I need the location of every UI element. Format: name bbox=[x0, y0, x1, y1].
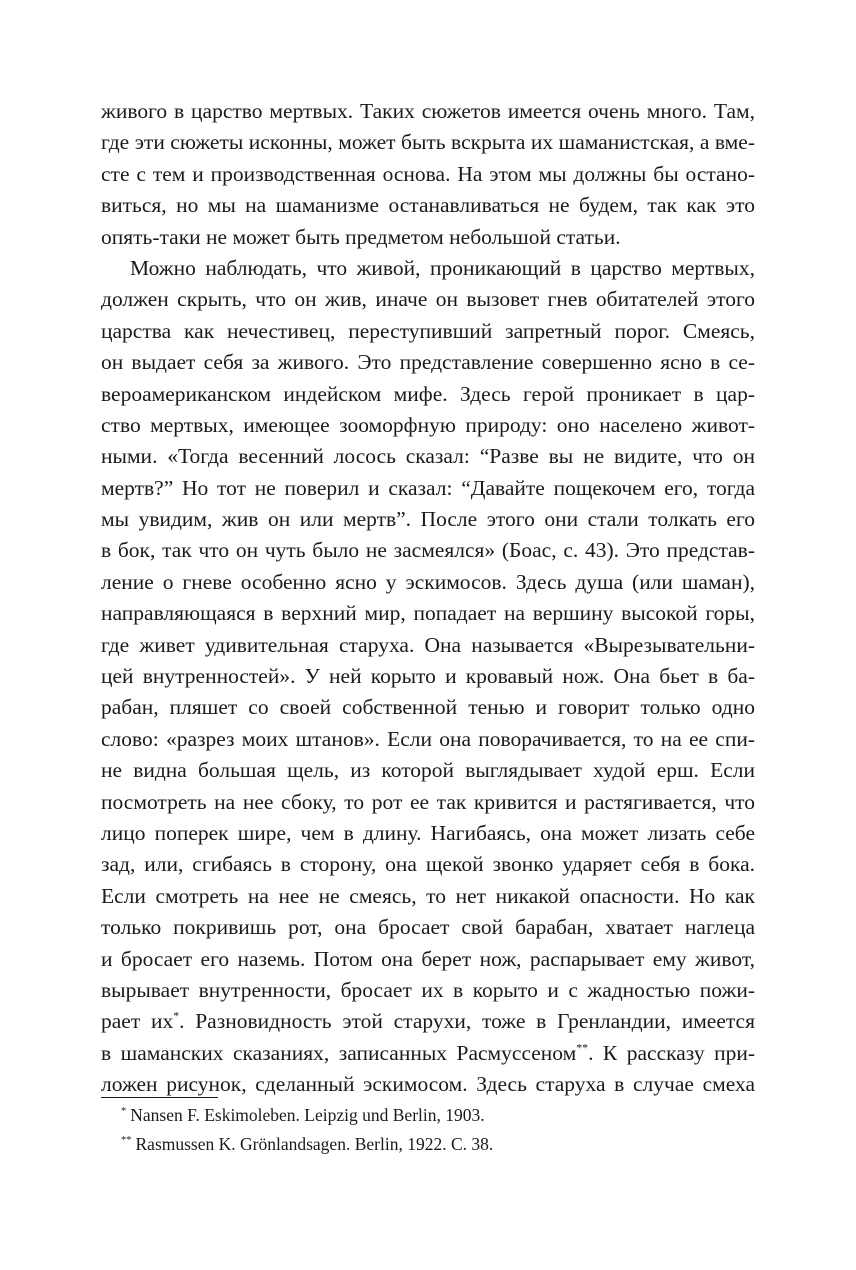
footnote-text: Rasmussen K. Grönlandsagen. Berlin, 1922. C. 38. bbox=[135, 1134, 494, 1154]
footnote-separator bbox=[101, 1097, 218, 1098]
footnote-ref-1[interactable]: * bbox=[173, 1009, 180, 1024]
text-line: и бросает его наземь. Потом она берет нож, распарывает ему живот, bbox=[101, 946, 755, 971]
text-line: он выдает себя за живого. Это представление совершенно ясно в се- bbox=[101, 350, 755, 375]
text-line: должен скрыть, что он жив, иначе он вызовет гнев обитателей этого bbox=[101, 287, 755, 312]
text-line: цей внутренностей». У ней корыто и кровавый нож. Она бьет в ба- bbox=[101, 664, 755, 689]
text-line-with-footnote-mark bbox=[101, 1038, 755, 1069]
paragraph-first-line: Можно наблюдать, что живой, проникающий в царство мертвых, bbox=[130, 255, 755, 280]
footnote-mark: ** bbox=[121, 1134, 132, 1146]
text-line: ложен рисунок, сделанный эскимосом. Здесь старуха в случае смеха bbox=[101, 1072, 755, 1097]
text-line: где эти сюжеты исконны, может быть вскрыта их шаманистская, а вме- bbox=[101, 130, 755, 155]
body-text bbox=[101, 96, 755, 1101]
line-text-after-mark: . К рассказу при- bbox=[588, 1040, 755, 1065]
text-line: ление о гневе особенно ясно у эскимосов. Здесь душа (или шаман), bbox=[101, 569, 755, 594]
text-line: посмотреть на нее сбоку, то рот ее так кривится и растягивается, что bbox=[101, 789, 755, 814]
footnote-1 bbox=[121, 1101, 761, 1130]
line-text-after-mark: . Разновидность этой старухи, тоже в Гренландии, имеется bbox=[179, 1009, 755, 1034]
text-line: в бок, так что он чуть было не засмеялся» (Боас, с. 43). Это представ- bbox=[101, 538, 755, 563]
text-line: ными. «Тогда весенний лосось сказал: “Разве вы не видите, что он bbox=[101, 444, 755, 469]
text-line: зад, или, сгибаясь в сторону, она щекой звонко ударяет себя в бока. bbox=[101, 852, 755, 877]
footnotes bbox=[121, 1101, 761, 1159]
text-line: только покривишь рот, она бросает свой барабан, хватает наглеца bbox=[101, 915, 755, 940]
text-line: сте с тем и производственная основа. На этом мы должны бы остано- bbox=[101, 161, 755, 186]
footnote-text: Nansen F. Eskimoleben. Leipzig und Berlin, 1903. bbox=[130, 1105, 485, 1125]
text-line: опять-таки не может быть предметом небольшой статьи. bbox=[101, 224, 621, 249]
text-line: царства как нечестивец, переступивший запретный порог. Смеясь, bbox=[101, 318, 755, 343]
text-line: лицо поперек шире, чем в длину. Нагибаясь, она может лизать себе bbox=[101, 820, 755, 845]
footnote-ref-2[interactable]: ** bbox=[576, 1040, 589, 1055]
text-line: слово: «разрез моих штанов». Если она поворачивается, то на ее спи- bbox=[101, 726, 755, 751]
text-line: рабан, пляшет со своей собственной тенью и говорит только одно bbox=[101, 695, 755, 720]
text-line: живого в царство мертвых. Таких сюжетов имеется очень много. Там, bbox=[101, 99, 755, 123]
text-line: виться, но мы на шаманизме останавливаться не будем, так как это bbox=[101, 193, 755, 218]
text-line: ство мертвых, имеющее зооморфную природу: оно населено живот- bbox=[101, 412, 755, 437]
text-line: направляющаяся в верхний мир, попадает на вершину высокой горы, bbox=[101, 601, 755, 626]
footnote-mark: * bbox=[121, 1105, 127, 1117]
line-text-before-mark: рает их bbox=[101, 1009, 174, 1034]
text-line: где живет удивительная старуха. Она называется «Вырезывательни- bbox=[101, 632, 755, 657]
text-line-with-footnote-mark bbox=[101, 1006, 755, 1037]
text-line: мы увидим, жив он или мертв”. После этого они стали толкать его bbox=[101, 507, 755, 532]
line-text-before-mark: в шаманских сказаниях, записанных Расмуссеном bbox=[101, 1040, 577, 1065]
footnote-2 bbox=[121, 1130, 761, 1159]
text-line: вероамериканском индейском мифе. Здесь герой проникает в цар- bbox=[101, 381, 755, 406]
text-line: мертв?” Но тот не поверил и сказал: “Давайте пощекочем его, тогда bbox=[101, 475, 755, 500]
text-line: Если смотреть на нее не смеясь, то нет никакой опасности. Но как bbox=[101, 883, 755, 908]
text-line: не видна большая щель, из которой выглядывает худой ерш. Если bbox=[101, 758, 755, 783]
text-line: вырывает внутренности, бросает их в корыто и с жадностью пожи- bbox=[101, 977, 755, 1002]
